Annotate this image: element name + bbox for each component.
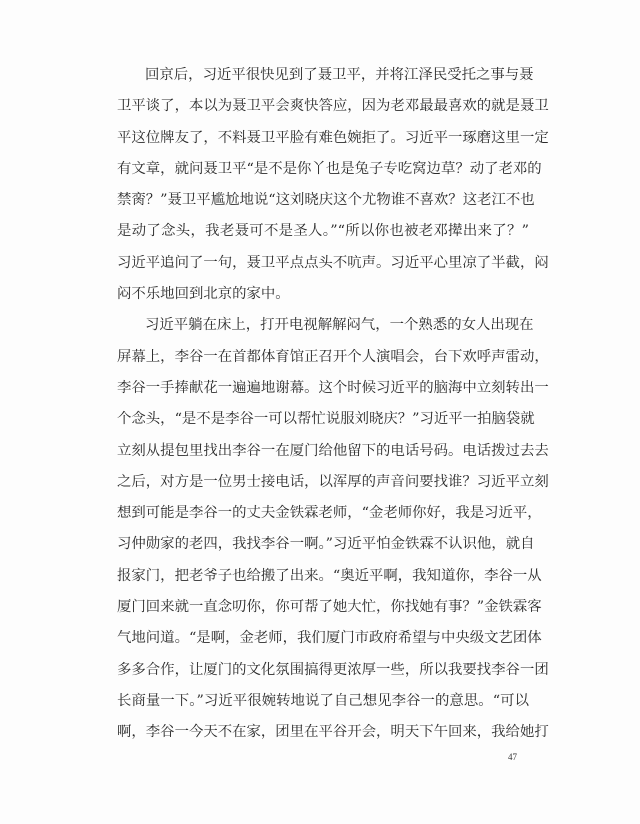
text-line: 是动了念头，我老聂可不是圣人。”“所以你也被老邓撵出来了？” [117, 223, 529, 240]
text-line: 闷不乐地回到北京的家中。 [117, 286, 290, 303]
text-line: 报家门，把老爷子也给搬了出来。“奥近平啊，我知道你，李谷一从 [117, 567, 542, 584]
text-line: 习近平躺在床上，打开电视解解闷气，一个熟悉的女人出现在 [145, 317, 534, 334]
page-number: 47 [508, 752, 517, 762]
text-line: 长商量一下。”习近平很婉转地说了自己想见李谷一的意思。“可以 [117, 692, 529, 709]
text-line: 回京后，习近平很快见到了聂卫平，并将江泽民受托之事与聂 [145, 67, 534, 83]
text-line: 习近平追问了一句，聂卫平点点头不吭声。习近平心里凉了半截，闷 [117, 254, 549, 271]
text-line: 个念头，“是不是李谷一可以帮忙说服刘晓庆？”习近平一拍脑袋就 [117, 411, 535, 428]
text-line: 李谷一手捧献花一遍遍地谢幕。这个时候习近平的脑海中立刻转出一 [117, 379, 549, 396]
text-line: 平这位牌友了，不料聂卫平脸有难色婉拒了。习近平一琢磨这里一定 [117, 129, 549, 146]
text-line: 多多合作，让厦门的文化氛围搞得更浓厚一些，所以我要找李谷一团 [117, 661, 549, 678]
text-line: 卫平谈了，本以为聂卫平会爽快答应，因为老邓最最喜欢的就是聂卫 [117, 98, 549, 115]
text-line: 有文章，就问聂卫平“是不是你丫也是兔子专吃窝边草？动了老邓的 [117, 160, 542, 177]
text-line: 禁脔？”聂卫平尴尬地说“这刘晓庆这个尤物谁不喜欢？这老江不也 [117, 192, 535, 209]
text-line: 想到可能是李谷一的丈夫金铁霖老师，“金老师你好，我是习近平， [117, 505, 542, 522]
text-line: 之后，对方是一位男士接电话，以浑厚的声音问要找谁？习近平立刻 [117, 473, 549, 490]
text-line: 啊，李谷一今天不在家，团里在平谷开会，明天下午回来，我给她打 [117, 724, 549, 741]
text-line: 习仲勋家的老四，我找李谷一啊。”习近平怕金铁霖不认识他，就自 [117, 536, 535, 553]
text-line: 立刻从提包里找出李谷一在厦门给他留下的电话号码。电话拨过去去 [117, 442, 549, 459]
text-line: 气地问道。“是啊，金老师，我们厦门市政府希望与中央级文艺团体 [117, 630, 542, 647]
text-line: 厦门回来就一直念叨你，你可帮了她大忙，你找她有事？”金铁霖客 [117, 599, 542, 616]
body-text [117, 60, 549, 749]
text-line: 屏幕上，李谷一在首都体育馆正召开个人演唱会，台下欢呼声雷动， [117, 348, 549, 365]
